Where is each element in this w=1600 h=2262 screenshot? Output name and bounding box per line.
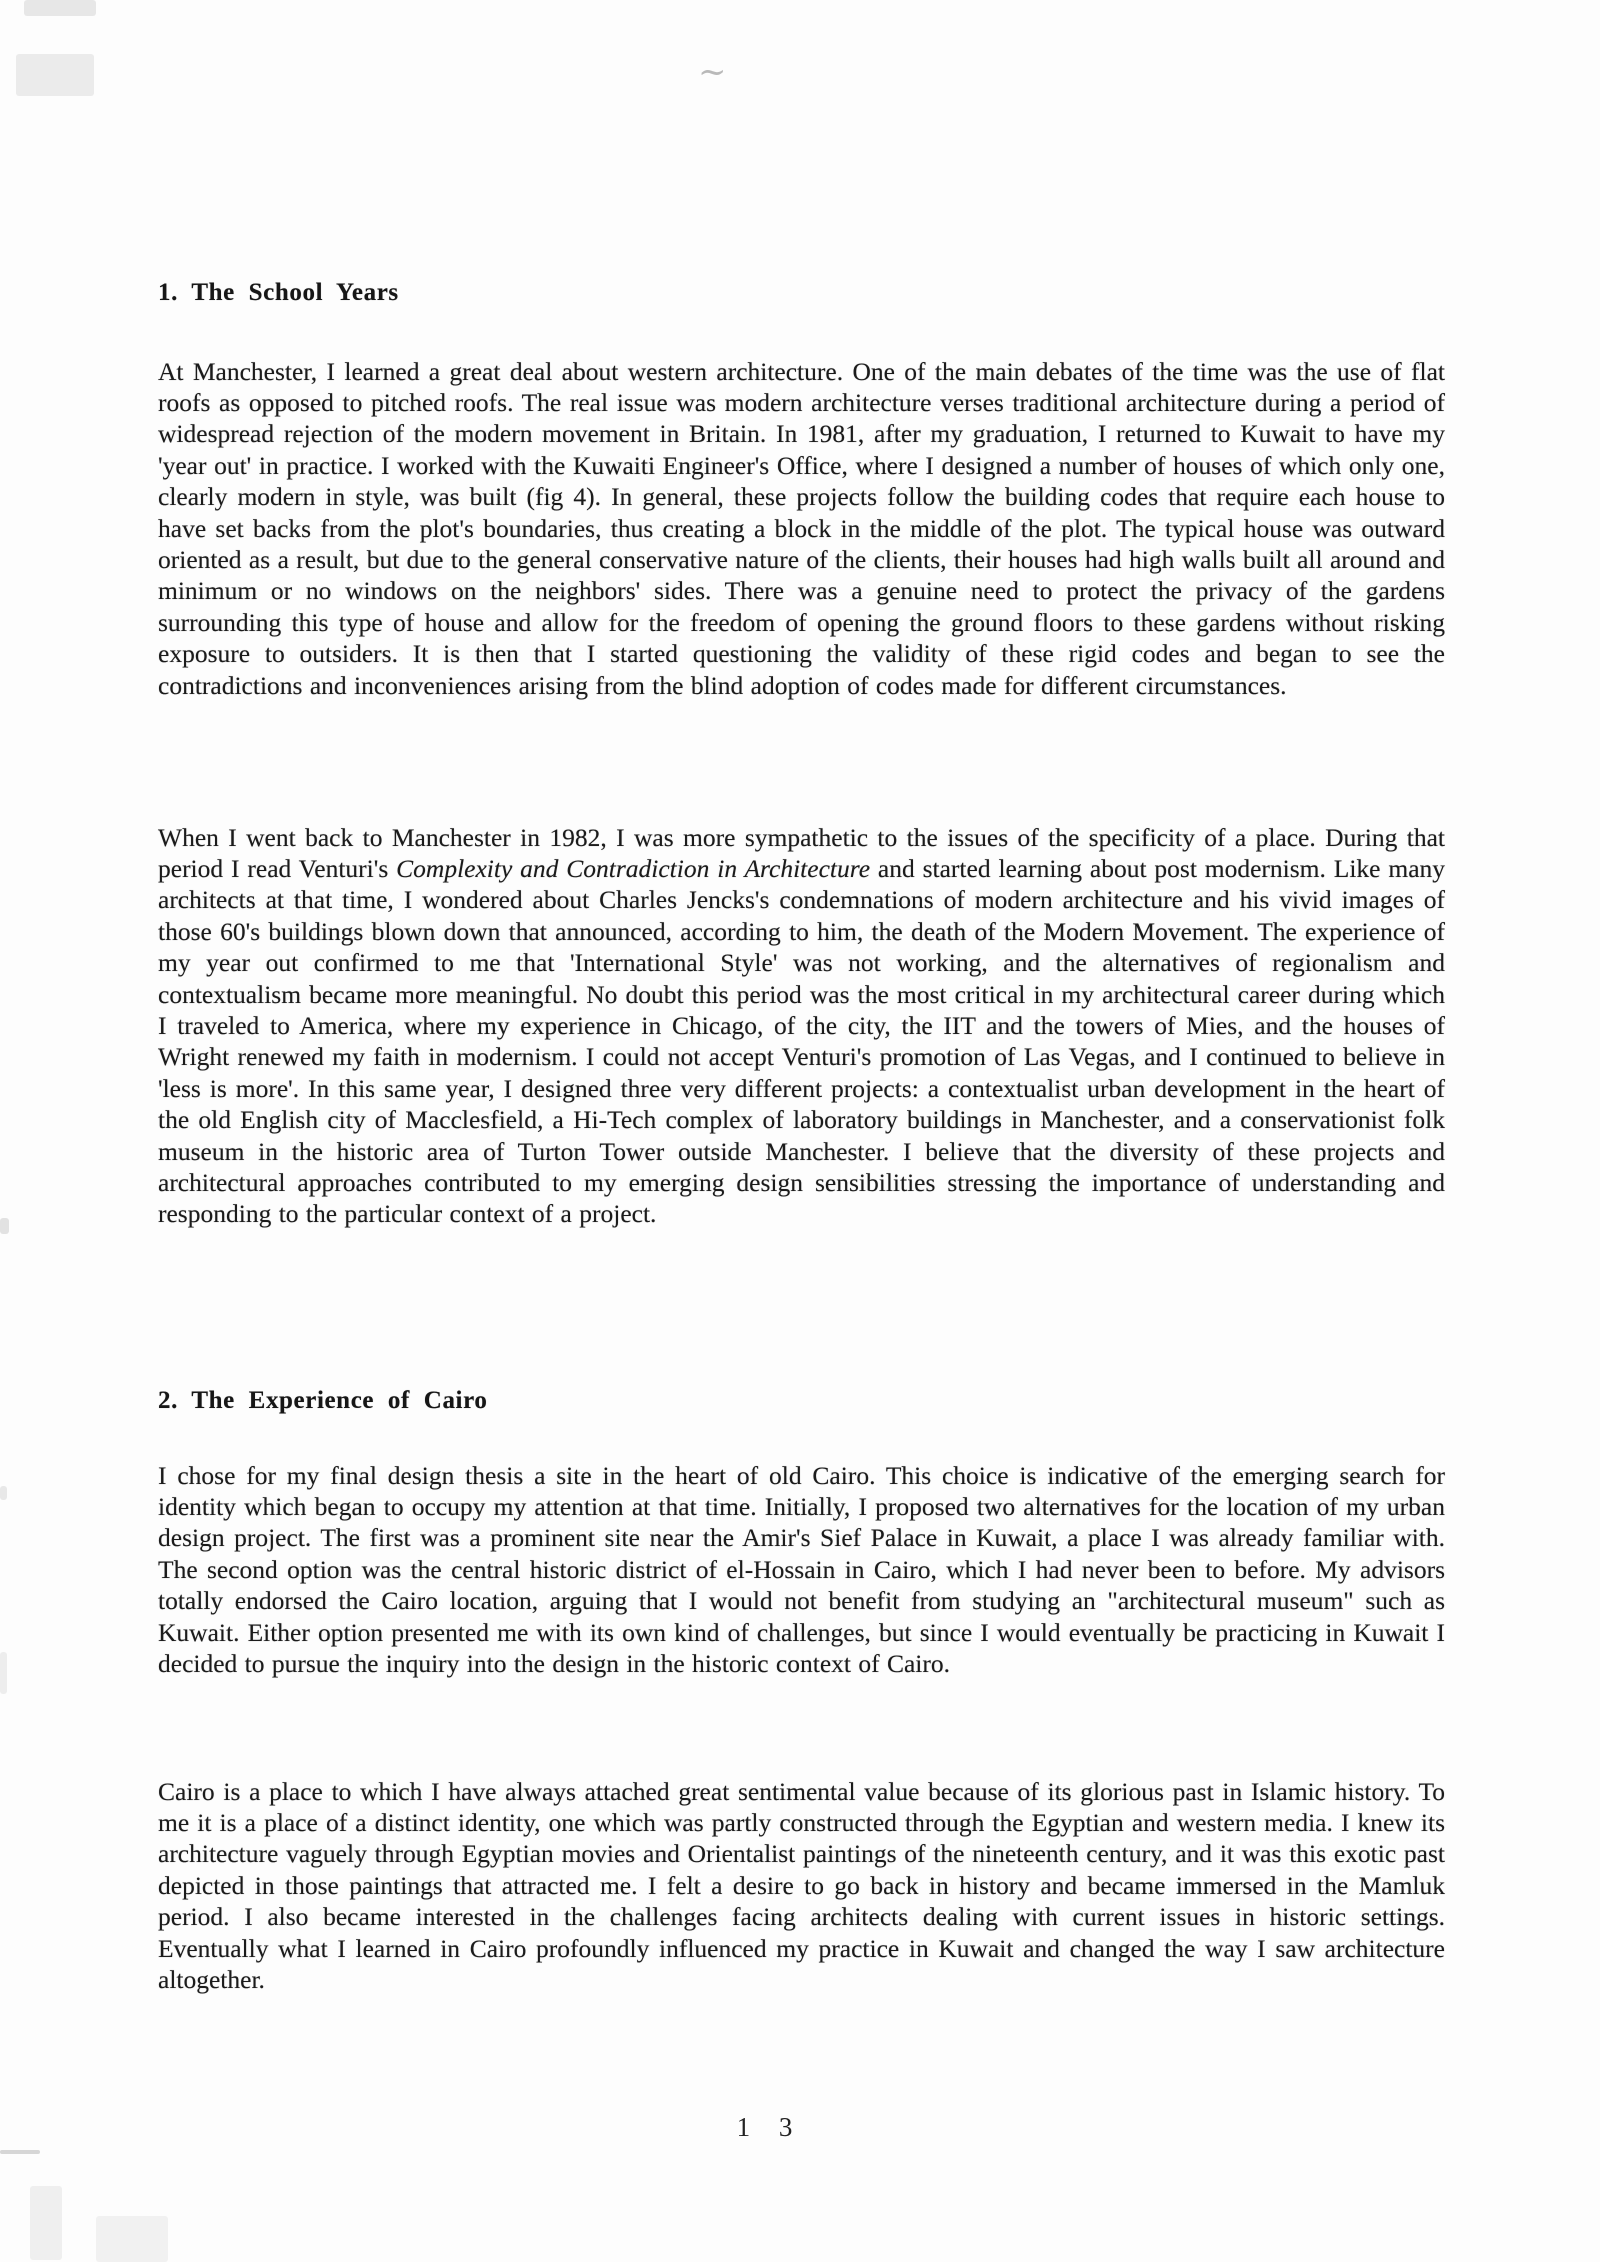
scan-artifact-bottom-left-3	[96, 2216, 168, 2262]
scan-artifact-left-edge-1	[0, 1218, 9, 1234]
paragraph-back-to-manchester	[158, 822, 1445, 1230]
scan-artifact-bottom-left-1	[0, 2150, 40, 2154]
section-heading-school-years: 1. The School Years	[158, 278, 399, 306]
book-title-italic: Complexity and Contradiction in Architecture	[396, 853, 871, 883]
paragraph-manchester-school-years: At Manchester, I learned a great deal about western architecture. One of the main debates of the time was the use of flat roofs as opposed to pitched roofs. The real issue was modern architecture verses traditional architecture during a period of widespread rejection of the modern movement in Britain. In 1981, after my graduation, I returned to Kuwait to have my 'year out' in practice. I worked with the Kuwaiti Engineer's Office, where I designed a number of houses of which only one, clearly modern in style, was built (fig 4). In general, these projects follow the building codes that require each house to have set backs from the plot's boundaries, thus creating a block in the middle of the plot. The typical house was outward oriented as a result, but due to the general conservative nature of the clients, their houses had high walls built all around and minimum or no windows on the neighbors' sides. There was a genuine need to protect the privacy of the gardens surrounding this type of house and allow for the freedom of opening the ground floors to these gardens without risking exposure to outsiders. It is then that I started questioning the validity of these rigid codes and began to see the contradictions and inconveniences arising from the blind adoption of codes made for different circumstances.	[158, 356, 1445, 700]
scan-artifact-tilde: ~	[698, 52, 727, 92]
section-heading-experience-of-cairo: 2. The Experience of Cairo	[158, 1386, 488, 1414]
scan-artifact-bottom-left-2	[30, 2186, 62, 2260]
scan-artifact-left-edge-3	[0, 1652, 7, 1694]
paragraph-cairo-sentimental-value: Cairo is a place to which I have always attached great sentimental value because of its glorious past in Islamic history. To me it is a place of a distinct identity, one which was partly constructed through the Egyptian and western media. I knew its architecture vaguely through Egyptian movies and Orientalist paintings of the nineteenth century, and it was this exotic past depicted in those paintings that attracted me. I felt a desire to go back in history and became immersed in the Mamluk period. I also became interested in the challenges facing architects dealing with current issues in historic settings. Eventually what I learned in Cairo profoundly influenced my practice in Kuwait and changed the way I saw architecture altogether.	[158, 1776, 1445, 1994]
scan-artifact-left-edge-2	[0, 1486, 7, 1500]
paragraph-text-before-title: When I went back to Manchester in 1982, I was more sympathetic to the issues of the specificity of a place. During that period I read Venturi's	[158, 822, 1445, 883]
page-number: 1 3	[736, 2112, 804, 2142]
paragraph-design-thesis-site: I chose for my final design thesis a site in the heart of old Cairo. This choice is indicative of the emerging search for identity which began to occupy my attention at that time. Initially, I proposed two alternatives for the location of my urban design project. The first was a prominent site near the Amir's Sief Palace in Kuwait, a place I was already familiar with. The second option was the central historic district of el-Hossain in Cairo, which I had never been to before. My advisors totally endorsed the Cairo location, arguing that I would not benefit from studying an "architectural museum" such as Kuwait. Either option presented me with its own kind of challenges, but since I would eventually be practicing in Kuwait I decided to pursue the inquiry into the design in the historic context of Cairo.	[158, 1460, 1445, 1678]
scan-artifact-top-left-2	[16, 54, 94, 96]
paragraph-text-after-title: and started learning about post modernism. Like many architects at that time, I wondered about Charles Jencks's condemnations of modern architecture and his vivid images of those 60's buildings blown down that announced, according to him, the death of the Modern Movement. The experience of my year out confirmed to me that 'International Style' was not working, and the alternatives of regionalism and contextualism became more meaningful. No doubt this period was the most critical in my architectural career during which I traveled to America, where my experience in Chicago, of the city, the IIT and the towers of Mies, and the houses of Wright renewed my faith in modernism. I could not accept Venturi's promotion of Las Vegas, and I continued to believe in 'less is more'. In this same year, I designed three very different projects: a contextualist urban development in the heart of the old English city of Macclesfield, a Hi-Tech complex of laboratory buildings in Manchester, and a conservationist folk museum in the historic area of Turton Tower outside Manchester. I believe that the diversity of these projects and architectural approaches contributed to my emerging design sensibilities stressing the importance of understanding and responding to the particular context of a project.	[158, 853, 1446, 1229]
scan-artifact-top-left-1	[24, 0, 96, 16]
